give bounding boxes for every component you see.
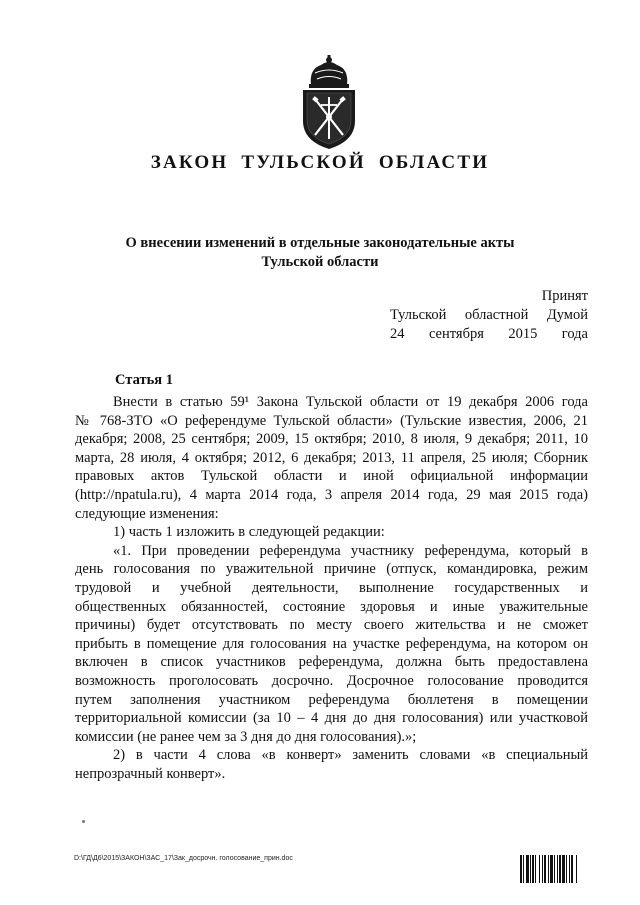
text-line: комиссии (не ранее чем за 3 дня до дня голосования).»; <box>75 728 417 745</box>
article-intro <box>75 393 588 523</box>
adoption-line-1: Принят <box>541 288 588 304</box>
scan-speck <box>82 820 85 823</box>
text-line: декабря; 2008, 25 сентября; 2009, 15 октября; 2010, 8 июля, 9 декабря; 2011, 10 <box>75 431 588 448</box>
text-line: правовых актов Тульской области и иной официальной информации <box>75 468 588 485</box>
text-line: «1. При проведении референдума участнику референдума, который в <box>113 542 588 559</box>
text-line: (http://npatula.ru), 4 марта 2014 года, 3 апреля 2014 года, 29 мая 2015 года) <box>75 486 588 503</box>
adoption-block <box>390 287 588 344</box>
text-line: трудовой и учебной деятельности, выполнение государственных и <box>75 579 588 596</box>
article-heading: Статья 1 <box>115 372 173 388</box>
text-line: включен в список участников референдума, должна быть предоставлена <box>75 654 588 671</box>
law-subject <box>0 234 640 272</box>
adoption-line-3: 24 сентября 2015 года <box>390 326 588 342</box>
text-line: причины) будет отсутствовать по месту своего жительства и не сможет <box>75 617 588 634</box>
text-line: непрозрачный конверт». <box>75 765 226 782</box>
text-line: № 768-ЗТО «О референдуме Тульской области» (Тульские известия, 2006, 21 <box>75 412 588 429</box>
text-line: путем заполнения участником референдума бюллетеня в помещении <box>75 691 588 708</box>
adoption-line-2: Тульской областной Думой <box>390 307 588 323</box>
text-line: следующие изменения: <box>75 505 219 522</box>
item-1-intro <box>75 523 588 542</box>
text-line: марта, 28 июля, 4 октября; 2012, 6 декабря; 2013, 11 апреля, 25 июля; Сборник <box>75 449 588 466</box>
file-path: D:\ГД\Д6\2015\ЗАКОН\ЗАС_17\Зак_досрочн. голосование_прин.doc <box>74 855 293 862</box>
text-line: 2) в части 4 слова «в конверт» заменить словами «в специальный <box>113 747 588 764</box>
item-1-text <box>75 542 588 747</box>
text-line: Внести в статью 59¹ Закона Тульской области от 19 декабря 2006 года <box>113 394 588 410</box>
text-line: возможность проголосовать досрочно. Досрочное голосование проводится <box>75 672 588 689</box>
text-line: прибыть в помещение для голосования на участке референдума, на котором он <box>75 635 588 652</box>
law-title: ЗАКОН ТУЛЬСКОЙ ОБЛАСТИ <box>150 152 490 173</box>
law-subject-line-1: О внесении изменений в отдельные законодательные акты <box>125 235 515 251</box>
law-subject-line-2: Тульской области <box>261 254 379 270</box>
barcode-icon <box>520 855 590 883</box>
text-line: территориальной комиссии (за 10 – 4 дня до дня голосования) или участковой <box>75 710 588 727</box>
text-line: общественных обязанностей, состояние здоровья и иные уважительные <box>75 598 588 615</box>
text-line: 1) часть 1 изложить в следующей редакции: <box>113 524 385 541</box>
item-2 <box>75 746 588 783</box>
article-body <box>75 393 588 783</box>
text-line: день голосования по уважительной причине (отпуск, командировка, режим <box>75 561 588 578</box>
tula-coat-of-arms-icon <box>297 55 361 151</box>
